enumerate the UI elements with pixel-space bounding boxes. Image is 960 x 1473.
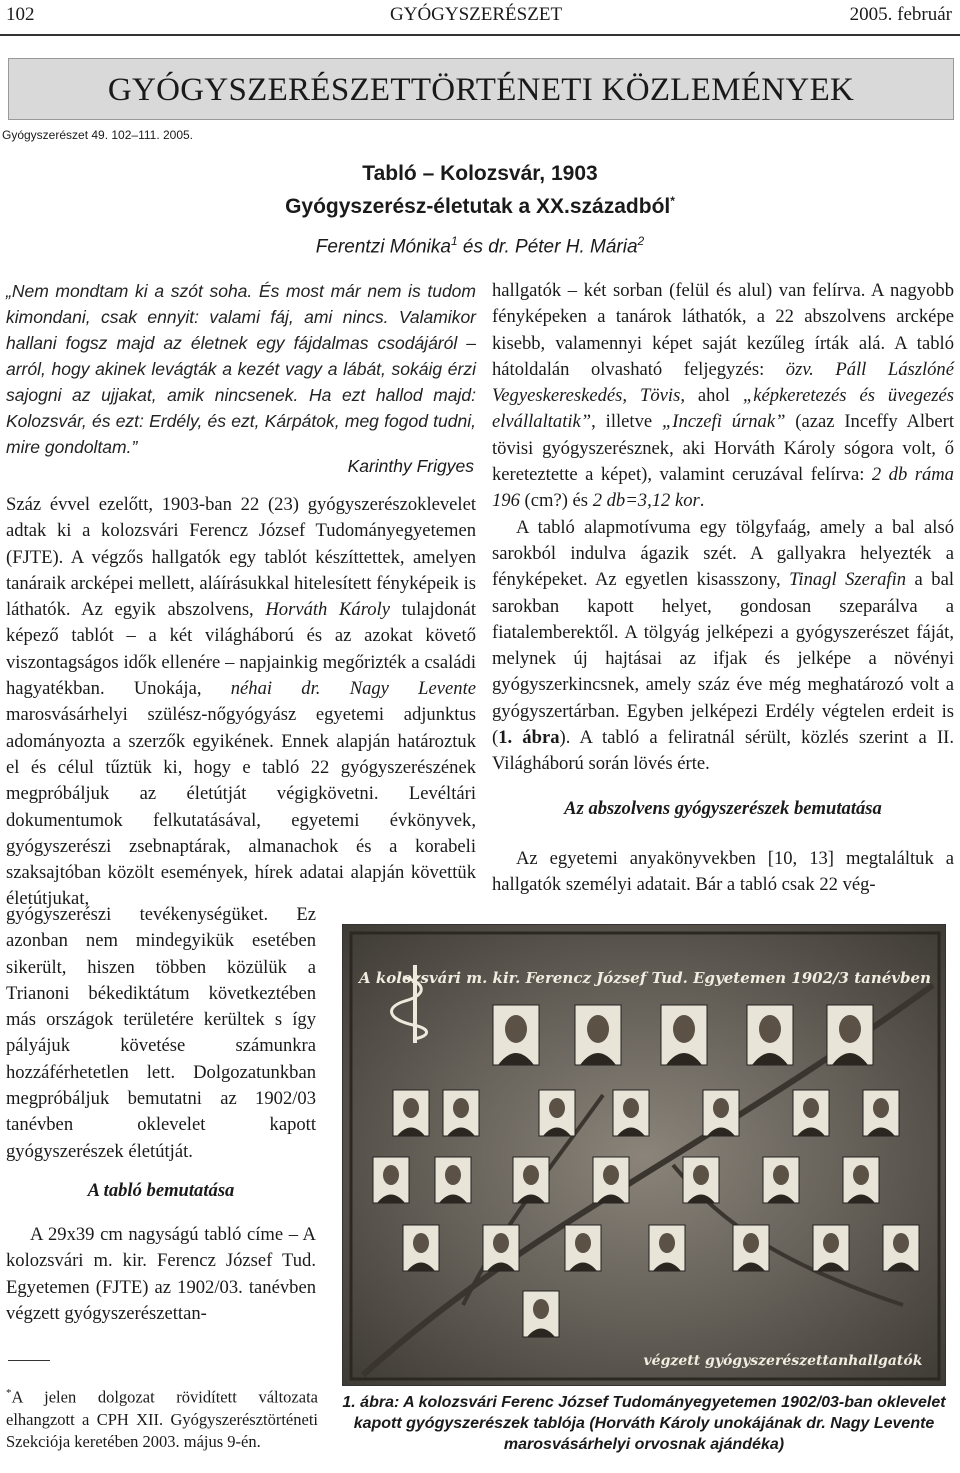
- portrait-professor: [827, 1005, 873, 1065]
- name-tinagl: Tinagl Szerafin: [789, 569, 907, 591]
- footnote: *A jelen dolgozat rövidített változata elhangzott a CPH XII. Gyógyszerésztörténeti Szekciója keretében 2003. május 9-én.: [6, 1387, 318, 1451]
- article-title-line2: Gyógyszerész-életutak a XX.századból*: [285, 194, 675, 218]
- title-footnote-mark: *: [670, 194, 675, 208]
- left-column-narrow: gyógyszerészi tevékenységüket. Ez azonban nem mindegyikük esetében sikerült, hiszen többen közülük a Trianoni békediktátum következtében más országok területére kerültek s így pályájuk követése számunkra hozzáférhetetlen lett. Dolgozatunkban megpróbáljuk bemutatni az 1902/03 tanévben oklevelet kapott gyógyszerészek életútját.: [6, 904, 316, 1162]
- citation: Gyógyszerészet 49. 102–111. 2005.: [2, 128, 194, 142]
- inscription-bottom: végzett gyógyszerészettanhallgatók: [643, 1353, 923, 1369]
- portrait-graduate: [813, 1225, 849, 1271]
- portrait-graduate: [793, 1090, 829, 1136]
- figure-tablo-photo: [342, 924, 946, 1386]
- portrait-graduate: [443, 1090, 479, 1136]
- epigraph: „Nem mondtam ki a szót soha. És most már nem is tudom kimondani, csak ennyit: valami fáj, ami nincs. Valamikor hallani fogsz majd az életnek egy fájdalmas csodájáról – arról, hogy akinek levágták a kezét vagy a lábát, sokáig érzi sajogni az ujjakat, amik nincsenek. Ha ezt hallod majd: Kolozsvár, és ezt: Erdély, és ezt, Kárpátok, meg fogod tudni, mire gondoltam.”: [6, 281, 476, 457]
- portrait-graduate: [539, 1090, 575, 1136]
- portrait-graduate: [393, 1090, 429, 1136]
- name-horvath: Horváth Károly: [265, 599, 390, 621]
- section-heading-abszolvens: Az abszolvens gyógyszerészek bemutatása: [564, 798, 882, 819]
- portrait-graduate: [435, 1157, 471, 1203]
- section-abszolvens-text: Az egyetemi anyakönyvekben [10, 13] megtaláltuk a hallgatók személyi adatait. Bár a tabló csak 22 vég-: [492, 848, 954, 896]
- portrait-graduate: [523, 1291, 559, 1337]
- section-tablo-text: A 29x39 cm nagyságú tabló címe – A kolozsvári m. kir. Ferencz József Tud. Egyetemen (FJTE) az 1902/03. tanévben végzett gyógyszerészettan-: [6, 1224, 316, 1324]
- figure-caption: 1. ábra: A kolozsvári Ferenc József Tudományegyetemen 1902/03-ban oklevelet kapott gyógyszerészek tablója (Horváth Károly unokájának dr. Nagy Levente marosvásárhelyi orvosnak ajándéka): [342, 1394, 946, 1453]
- portrait-graduate: [649, 1225, 685, 1271]
- right-column-body: hallgatók – két sorban (felül és alul) van felírva. A nagyobb fényképeken a tanárok láthatók, a 22 abszolvens arcképe kisebb, valamennyi képet saját kezűleg írták alá. A tabló hátoldalán olvasható feljegyzés: özv. Páll Lászlóné Vegyeskereskedés, Tövis, ahol „képkeretezés és üvegezés elvállaltatik”, illetve „Inczefi úrnak” (azaz Inceffy Albert tövisi gyógyszerésznek, aki Horváth Károly sógora volt, ő kereteztette a képet), valamint ceruzával felírva: 2 db ráma 196 (cm?) és 2 db=3,12 kor. A tabló alapmotívuma egy tölgyfaág, amely a bal alsó sarokból indulva ágazik szét. A gallyakra helyezték a fényképeket. Az egyetlen kisasszony, Tinagl Szerafin a bal sarokban kapott helyet, gondosan szeparálva a fiatalemberektől. A tölgyág jelképezi a gyógyszerészet fáját, melynek új hajtásai az ifjak és jelképe a növényi gyógyszerkincsnek, amely száz éve még meghatározó volt a gyógyszertárban. Egyben jelképezi Erdély végtelen erdeit is (1. ábra). A tabló a feliratnál sérült, közlés szerint a II. Világháború során lövés érte.: [492, 280, 954, 775]
- tablo-illustration: [343, 925, 946, 1386]
- portrait-professor: [493, 1005, 539, 1065]
- authors: Ferentzi Mónika$^1$ és dr. Péter H. Mária$^2$: [315, 234, 645, 258]
- portrait-graduate: [403, 1225, 439, 1271]
- left-column-body: Száz évvel ezelőtt, 1903-ban 22 (23) gyógyszerészoklevelet adtak ki a kolozsvári Ferencz József Tudományegyetemen (FJTE). A végzős hallgatók egy tablót készíttettek, amelyen tanáraik arcképei mellett, aláírásukkal hitelesített fényképeik is láthatók. Az egyik abszolvens, Horváth Károly tulajdonát képező tablót – a két világháború és az azokat követő viszontagságos idők ellenére – napjainkig megőrizték a családi hagyatékban. Unokája, néhai dr. Nagy Levente marosvásárhelyi szülész-nőgyógyász egyetemi adjunktus adományozta a szerzők egyikének. Ennek alapján határoztuk el és célul tűztük ki, hogy e tabló 22 gyógyszerészének megpróbáljuk az életútját végigkövetni. Levéltári dokumentumok felkutatásával, egyetemi évkönyvek, gyógyszerészi zsebnaptárak, almanachok és a korabeli szaksajtóban közölt események, hírek adatai alapján követtük életútjukat,: [6, 494, 476, 910]
- portrait-graduate: [883, 1225, 919, 1271]
- section-heading-tablo: A tabló bemutatása: [87, 1180, 235, 1201]
- running-header: [0, 0, 960, 36]
- section-banner: GYÓGYSZERÉSZETTÖRTÉNETI KÖZLEMÉNYEK: [8, 58, 954, 120]
- portrait-graduate: [703, 1090, 739, 1136]
- portrait-professor: [661, 1005, 707, 1065]
- header-rule: [0, 34, 960, 36]
- portrait-professor: [747, 1005, 793, 1065]
- footnote-rule: [8, 1360, 50, 1361]
- portrait-graduate: [513, 1157, 549, 1203]
- page-number: 102: [6, 4, 35, 25]
- issue-date: 2005. február: [849, 4, 952, 25]
- footnote-mark: *: [6, 1387, 12, 1399]
- portrait-graduate: [733, 1225, 769, 1271]
- portrait-graduate: [593, 1157, 629, 1203]
- portrait-graduate: [763, 1157, 799, 1203]
- epigraph-author: Karinthy Frigyes: [347, 456, 474, 476]
- article-title-line1: Tabló – Kolozsvár, 1903: [362, 162, 598, 185]
- portrait-graduate: [565, 1225, 601, 1271]
- portrait-professor: [575, 1005, 621, 1065]
- portrait-graduate: [863, 1090, 899, 1136]
- name-nagy: Nagy Levente: [349, 678, 476, 700]
- portrait-graduate: [683, 1157, 719, 1203]
- journal-name: GYÓGYSZERÉSZET: [390, 4, 563, 25]
- portrait-graduate: [613, 1090, 649, 1136]
- inscription-top: A kolozsvári m. kir. Ferencz József Tud. Egyetemen 1902/3 tanévben: [359, 969, 931, 987]
- figure-ref: 1. ábra: [498, 727, 560, 749]
- portrait-graduate: [373, 1157, 409, 1203]
- portrait-graduate: [483, 1225, 519, 1271]
- portrait-graduate: [843, 1157, 879, 1203]
